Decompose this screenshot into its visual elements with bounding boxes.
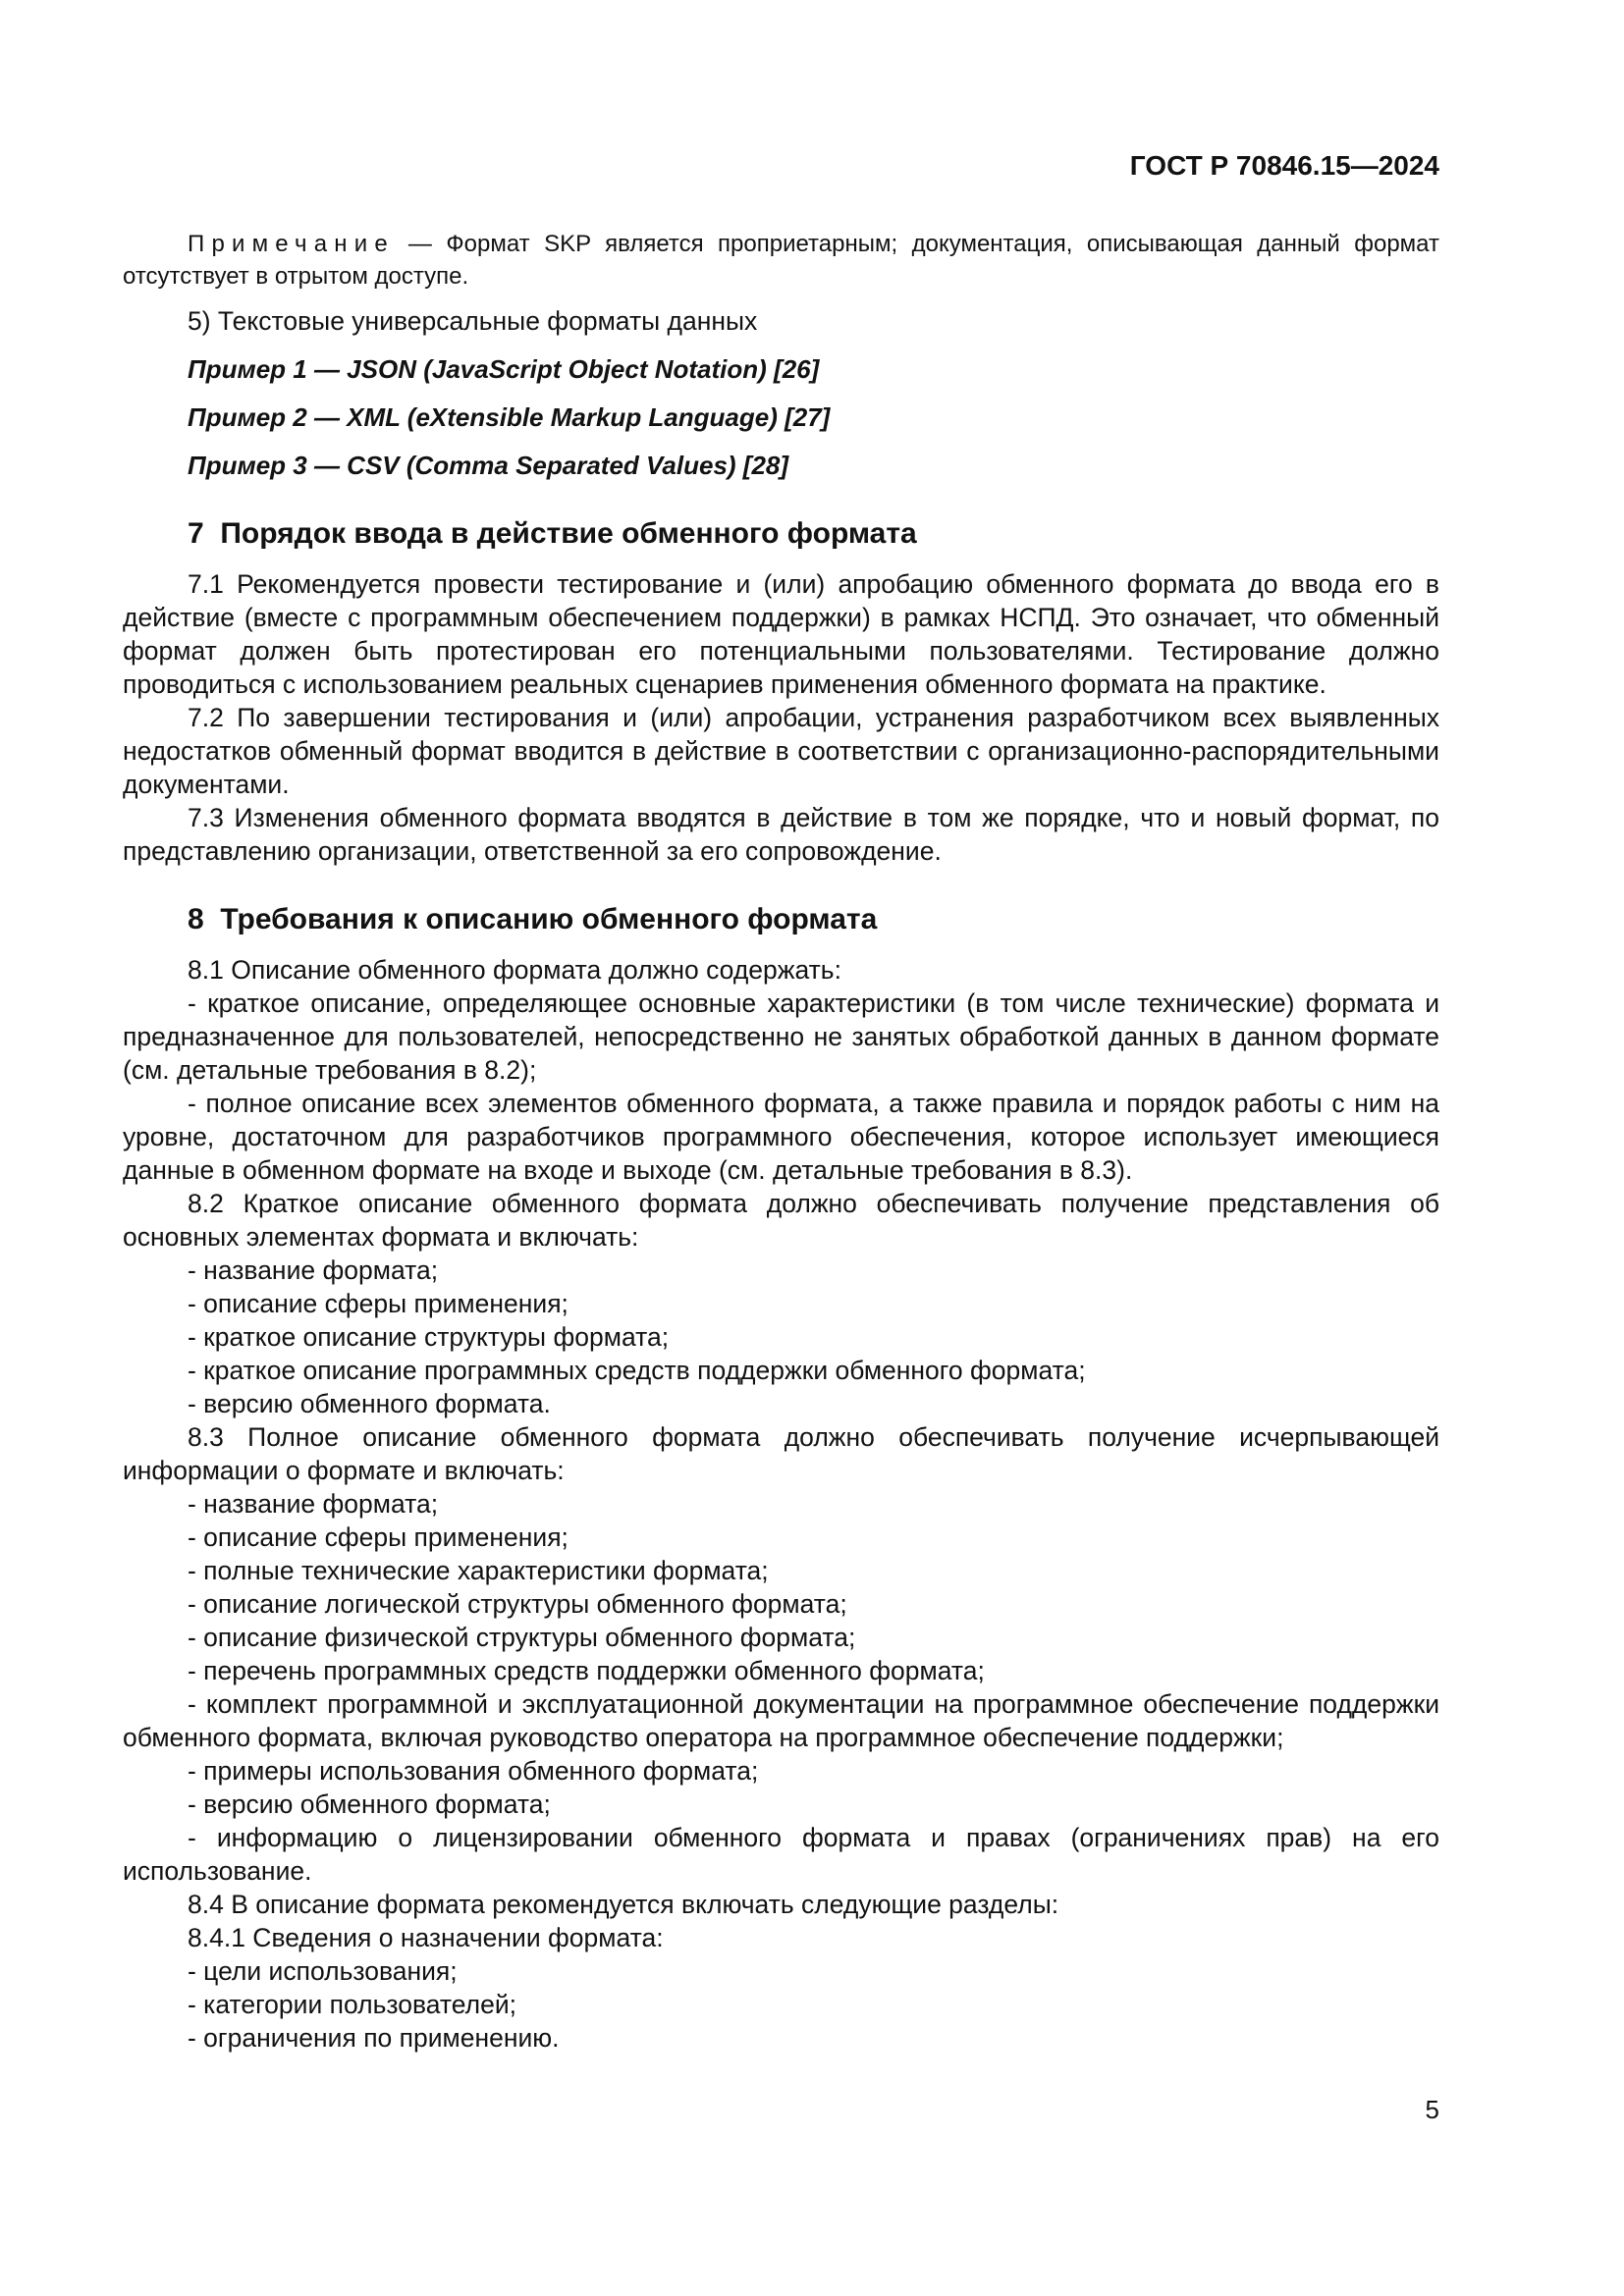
paragraph-7-3: 7.3 Изменения обменного формата вводятся в действие в том же порядке, что и новый формат, по представлению организации, ответственной за его сопровождение. xyxy=(123,803,1439,866)
list-item: - категории пользователей; xyxy=(188,1990,516,2019)
list-item: - комплект программной и эксплуатационной документации на программное обеспечение поддержки обменного формата, включая руководство оператора на программное обеспечение поддержки; xyxy=(123,1689,1439,1752)
note-paragraph xyxy=(123,228,1439,293)
section-8-title: 8 Требования к описанию обменного формата xyxy=(188,903,878,935)
list-item: - версию обменного формата. xyxy=(188,1389,551,1418)
paragraph-8-3: 8.3 Полное описание обменного формата должно обеспечивать получение исчерпывающей информации о формате и включать: xyxy=(123,1422,1439,1485)
list-item: - краткое описание, определяющее основные характеристики (в том числе технические) формата и предназначенное для пользователей, непосредственно не занятых обработкой данных в данном формате (см. детальные требования в 8.2); xyxy=(123,988,1439,1085)
list-item: - описание сферы применения; xyxy=(188,1522,568,1552)
list-item: - название формата; xyxy=(188,1489,439,1519)
paragraph-8-4-1: 8.4.1 Сведения о назначении формата: xyxy=(188,1923,664,1952)
example-3: Пример 3 — CSV (Comma Separated Values) [28] xyxy=(188,451,789,480)
list-item: - полные технические характеристики формата; xyxy=(188,1556,769,1585)
list-item: - информацию о лицензировании обменного формата и правах (ограничениях прав) на его использование. xyxy=(123,1823,1439,1886)
list-item: - перечень программных средств поддержки обменного формата; xyxy=(188,1656,985,1685)
list-item: - примеры использования обменного формата; xyxy=(188,1756,759,1786)
list-item: - цели использования; xyxy=(188,1956,458,1986)
paragraph-7-1: 7.1 Рекомендуется провести тестирование и (или) апробацию обменного формата до ввода его в действие (вместе с программным обеспечением поддержки) в рамках НСПД. Это означает, что обменный формат должен быть протестирован его потенциальными пользователями. Тестирование должно проводиться с использованием реальных сценариев применения обменного формата на практике. xyxy=(123,569,1439,699)
list-item: - ограничения по применению. xyxy=(188,2023,560,2053)
list-item: - описание логической структуры обменного формата; xyxy=(188,1589,847,1619)
paragraph-8-2: 8.2 Краткое описание обменного формата должно обеспечивать получение представления об основных элементах формата и включать: xyxy=(123,1189,1439,1252)
example-1: Пример 1 — JSON (JavaScript Object Notation) [26] xyxy=(188,354,820,384)
formats-list-item-5: 5) Текстовые универсальные форматы данных xyxy=(188,306,758,336)
list-item: - полное описание всех элементов обменного формата, а также правила и порядок работы с ним на уровне, достаточном для разработчиков программного обеспечения, которое использует имеющиеся данные в обменном формате на входе и выходе (см. детальные требования в 8.3). xyxy=(123,1089,1439,1185)
section-7-title: 7 Порядок ввода в действие обменного формата xyxy=(188,517,917,550)
list-item: - версию обменного формата; xyxy=(188,1789,551,1819)
list-item: - краткое описание структуры формата; xyxy=(188,1322,670,1352)
paragraph-7-2: 7.2 По завершении тестирования и (или) апробации, устранения разработчиком всех выявленных недостатков обменный формат вводится в действие в соответствии с организационно-распорядительными документами. xyxy=(123,703,1439,799)
doc-code-header: ГОСТ Р 70846.15—2024 xyxy=(1129,150,1439,181)
paragraph-8-4: 8.4 В описание формата рекомендуется включать следующие разделы: xyxy=(188,1890,1059,1919)
list-item: - название формата; xyxy=(188,1255,439,1285)
note-label: Примечание xyxy=(188,231,395,257)
page-number: 5 xyxy=(1425,2095,1439,2124)
list-item: - краткое описание программных средств поддержки обменного формата; xyxy=(188,1356,1086,1385)
example-2: Пример 2 — XML (eXtensible Markup Language) [27] xyxy=(188,402,831,432)
list-item: - описание сферы применения; xyxy=(188,1289,568,1318)
list-item: - описание физической структуры обменного формата; xyxy=(188,1623,856,1652)
note-text: — Формат SKP является проприетарным; документация, описывающая данный формат отсутствует в отрытом доступе. xyxy=(123,231,1439,290)
paragraph-8-1: 8.1 Описание обменного формата должно содержать: xyxy=(188,955,841,985)
